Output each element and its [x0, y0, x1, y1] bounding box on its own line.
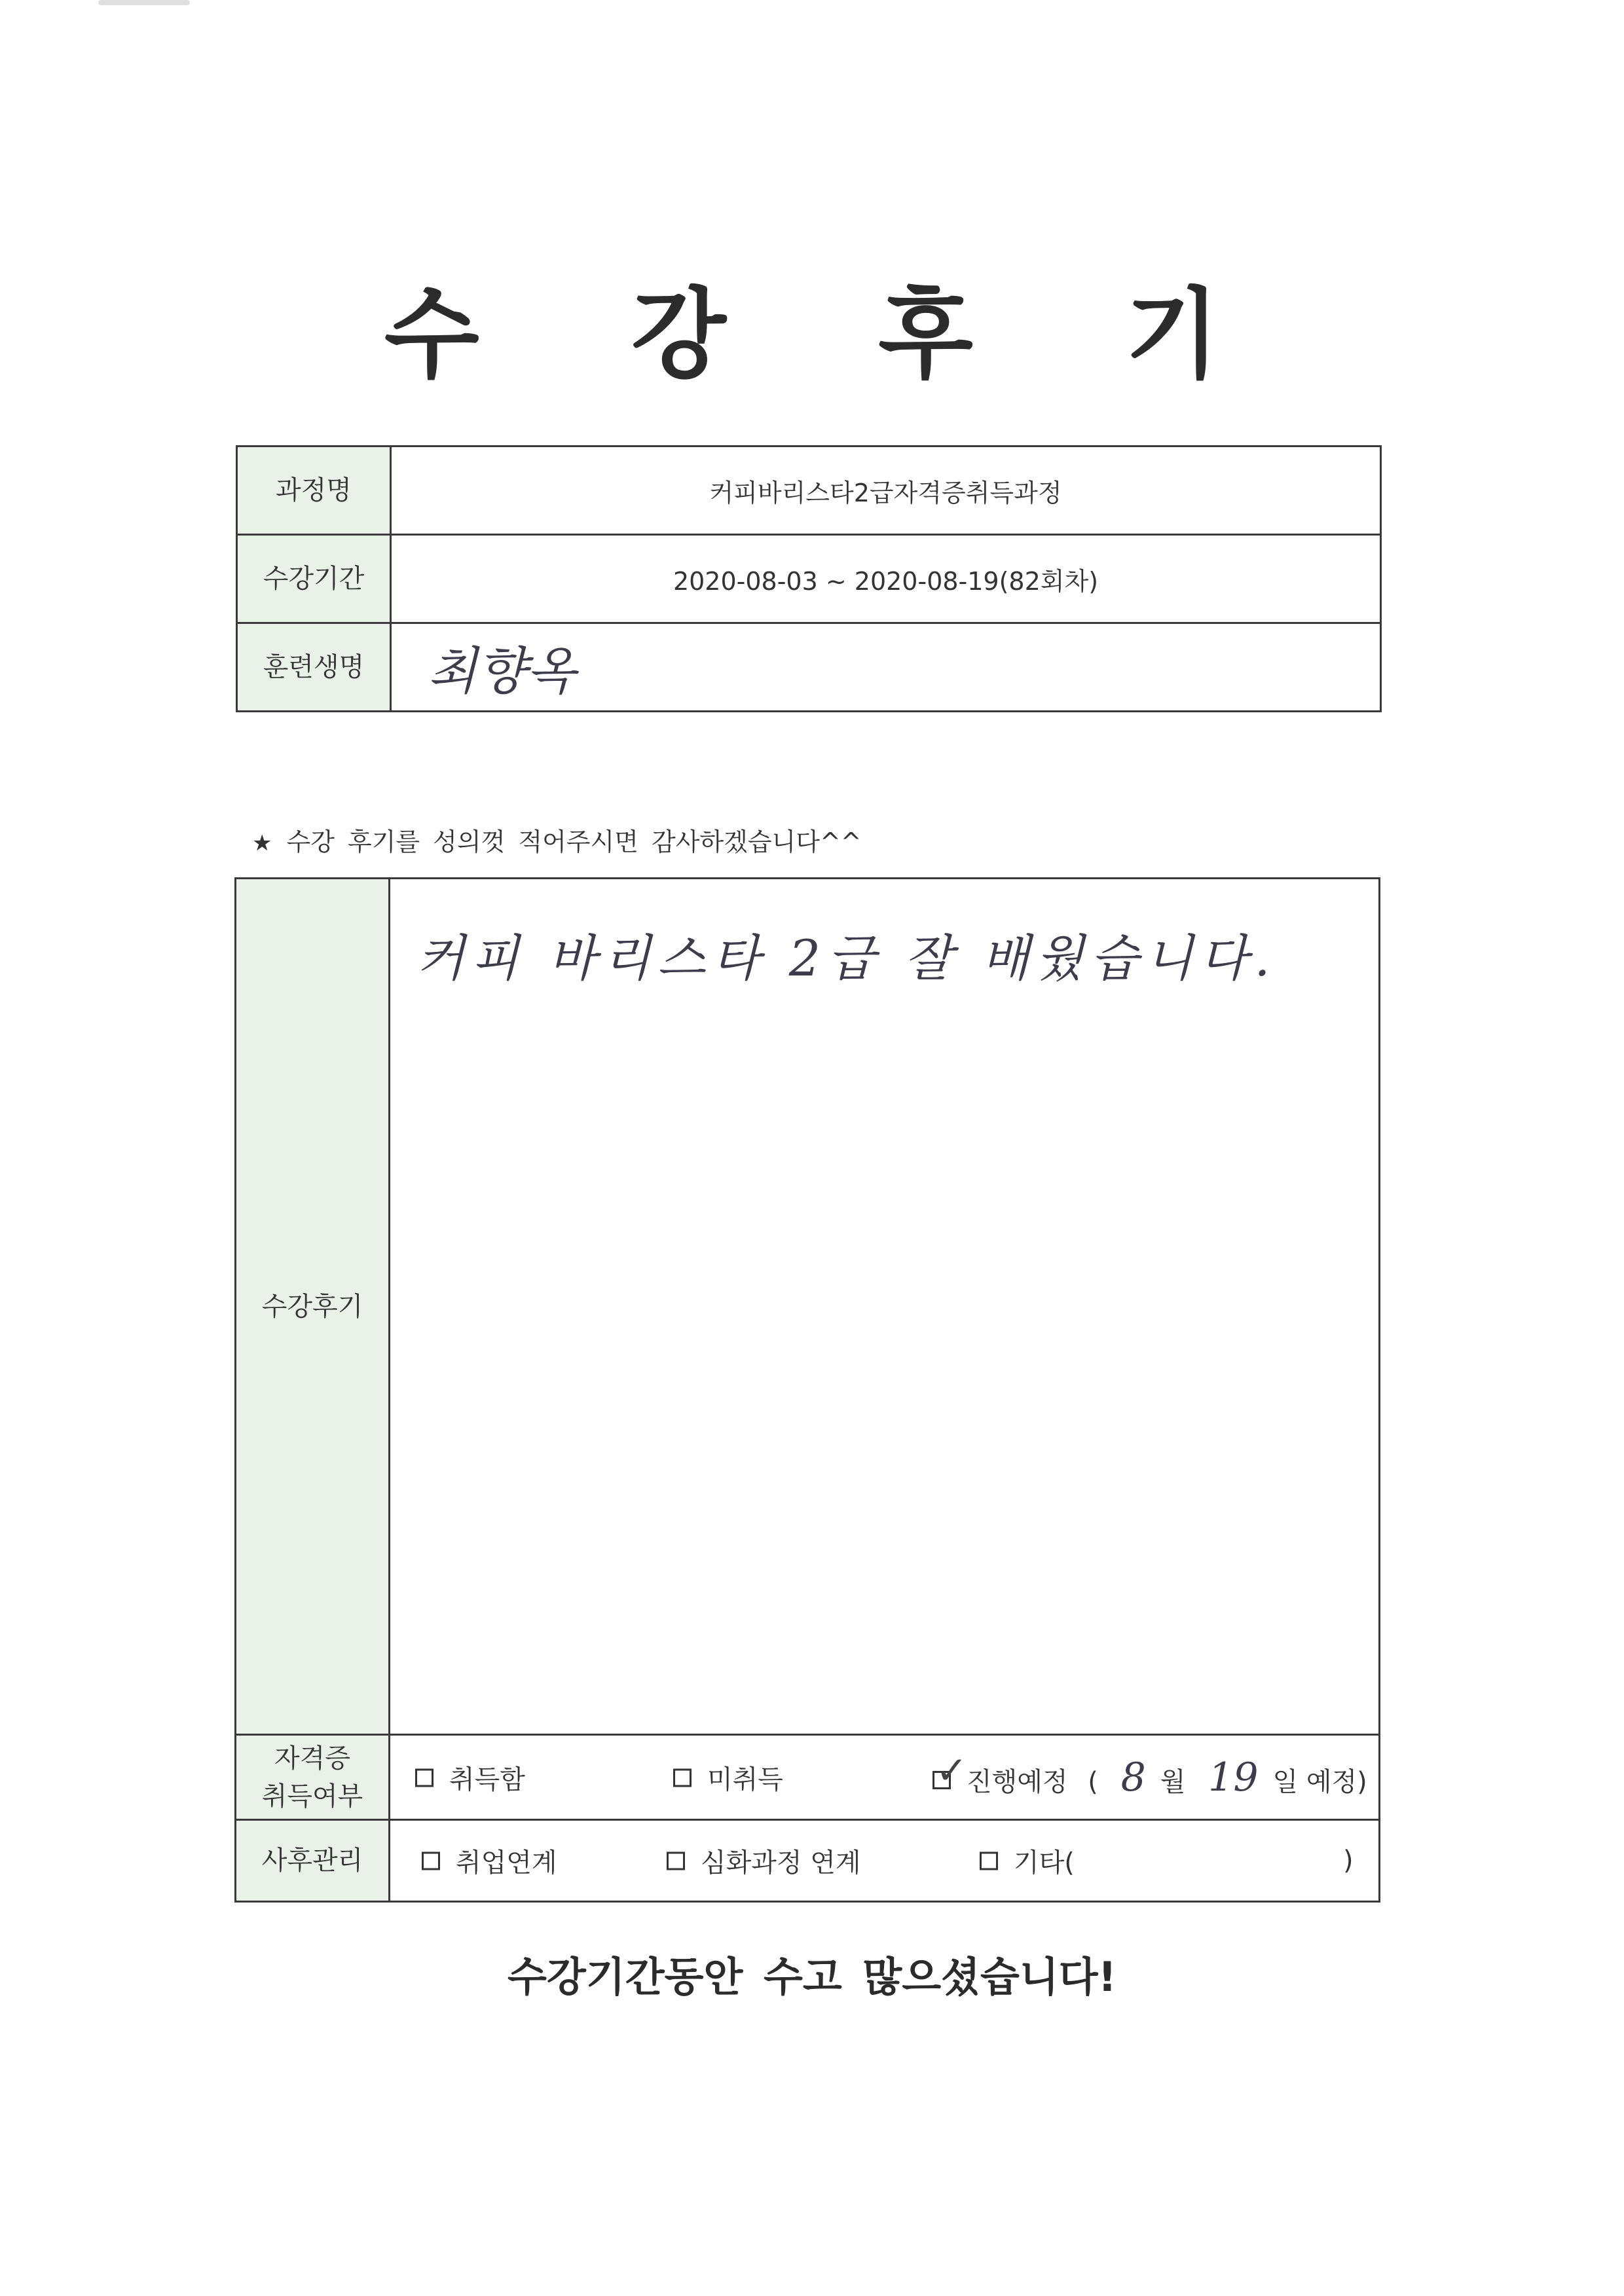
course-row — [237, 446, 1381, 535]
option-not-acquired[interactable] — [673, 1758, 783, 1796]
schedule-month-unit: 월 — [1160, 1766, 1186, 1797]
aftercare-row — [236, 1820, 1380, 1902]
trainee-label: 훈련생명 — [237, 623, 391, 712]
option-not-acquired-label: 미취득 — [707, 1764, 783, 1795]
trainee-row — [237, 623, 1381, 712]
schedule-day-unit: 일 예정) — [1272, 1766, 1367, 1797]
review-table — [234, 877, 1380, 1903]
checkbox-icon[interactable] — [673, 1768, 692, 1787]
option-other-label: 기타( — [1014, 1848, 1075, 1878]
review-text-handwritten: 커피 바리스타 2급 잘 배웠습니다. — [416, 929, 1277, 987]
footer-message: 수강기간동안 수고 많으셨습니다! — [507, 1953, 1116, 2001]
schedule-month-handwritten[interactable]: 8 — [1120, 1754, 1146, 1800]
course-label: 과정명 — [237, 446, 391, 535]
option-advanced-course-label: 심화과정 연계 — [701, 1848, 861, 1878]
aftercare-label: 사후관리 — [236, 1820, 390, 1902]
certificate-options — [390, 1735, 1380, 1820]
course-value: 커피바리스타2급자격증취득과정 — [391, 446, 1381, 535]
star-icon: ★ — [252, 830, 272, 856]
checkbox-icon[interactable] — [980, 1852, 998, 1870]
option-other-close: ) — [1343, 1846, 1354, 1876]
course-info-table — [236, 445, 1382, 712]
period-row — [237, 535, 1381, 623]
aftercare-options — [390, 1820, 1380, 1902]
scan-artifact — [98, 0, 190, 5]
checkbox-checked-icon[interactable] — [932, 1747, 968, 1793]
option-acquired[interactable] — [415, 1758, 525, 1796]
check-mark-icon: ✓ — [936, 1747, 968, 1793]
checkbox-icon[interactable] — [667, 1852, 685, 1870]
review-row — [236, 879, 1380, 1735]
option-job-link-label: 취업연계 — [456, 1848, 557, 1878]
notice-message: 수강 후기를 성의껏 적어주시면 감사하겠습니다^^ — [286, 828, 862, 856]
option-scheduled-label: 진행예정 — [967, 1766, 1068, 1797]
option-other[interactable] — [980, 1842, 1075, 1880]
period-label: 수강기간 — [237, 535, 391, 623]
option-acquired-label: 취득함 — [449, 1764, 525, 1795]
option-scheduled[interactable] — [932, 1747, 1367, 1800]
period-value: 2020-08-03 ~ 2020-08-19(82회차) — [391, 535, 1381, 623]
certificate-label-line1: 자격증 — [274, 1743, 350, 1774]
review-area[interactable] — [390, 879, 1380, 1735]
review-label: 수강후기 — [236, 879, 390, 1735]
checkbox-icon[interactable] — [422, 1852, 440, 1870]
certificate-row — [236, 1735, 1380, 1820]
schedule-day-handwritten[interactable]: 19 — [1208, 1754, 1259, 1800]
certificate-label — [236, 1735, 390, 1820]
trainee-name-handwritten[interactable]: 최향옥 — [391, 623, 1381, 712]
certificate-label-line2: 취득여부 — [261, 1781, 363, 1812]
option-advanced-course[interactable] — [667, 1842, 861, 1880]
option-job-link[interactable] — [422, 1842, 557, 1880]
notice-text — [252, 822, 862, 858]
schedule-open: ( — [1088, 1766, 1098, 1797]
checkbox-icon[interactable] — [415, 1768, 434, 1787]
page-title: 수 강 후 기 — [384, 278, 1280, 392]
